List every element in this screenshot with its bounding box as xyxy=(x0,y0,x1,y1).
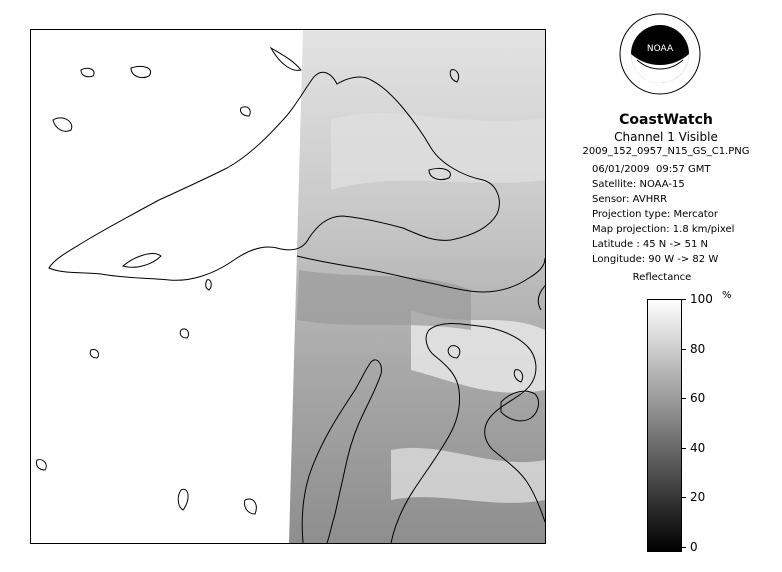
channel-label: Channel 1 Visible xyxy=(614,130,718,144)
legend-unit: % xyxy=(722,290,732,301)
colorbar-tick-label: 100 xyxy=(690,292,713,306)
small-lake-7 xyxy=(90,350,98,358)
product-title: CoastWatch xyxy=(619,112,713,128)
colorbar-tick-mark xyxy=(681,448,686,449)
small-lake-5 xyxy=(178,489,188,510)
colorbar-tick-mark xyxy=(681,349,686,350)
map-svg xyxy=(31,30,545,543)
projection-type-label: Projection type: Mercator xyxy=(592,209,718,220)
colorbar-tick-mark xyxy=(681,547,686,548)
cloud-band-north xyxy=(331,113,545,190)
colorbar-tick-label: 0 xyxy=(690,540,698,554)
noaa-logo xyxy=(619,13,701,95)
colorbar-tick-mark xyxy=(681,398,686,399)
latitude-range-label: Latitude : 45 N -> 51 N xyxy=(592,239,708,250)
colorbar-tick-label: 60 xyxy=(690,391,706,406)
small-lake-9 xyxy=(206,280,211,290)
reflectance-colorbar xyxy=(647,299,682,552)
apostle-islands xyxy=(271,48,301,70)
sensor-label: Sensor: AVHRR xyxy=(592,194,668,205)
small-lake-8 xyxy=(180,329,188,338)
colorbar-tick-label: 20 xyxy=(690,490,706,505)
nipigon-lake xyxy=(53,118,72,131)
legend-title: Reflectance xyxy=(632,272,692,283)
colorbar-tick-label: 40 xyxy=(690,440,706,455)
small-lake-10 xyxy=(36,460,46,470)
filename-label: 2009_152_0957_N15_GS_C1.PNG xyxy=(582,146,750,157)
time-label: 09:57 GMT xyxy=(656,164,711,175)
longitude-range-label: Longitude: 90 W -> 82 W xyxy=(592,254,719,265)
noaa-logo-text: NOAA xyxy=(646,44,674,54)
isle-royale xyxy=(123,254,161,268)
small-lake-11 xyxy=(240,107,250,116)
date-label: 06/01/2009 xyxy=(592,164,650,175)
small-lake-6 xyxy=(244,499,256,514)
satellite-label: Satellite: NOAA-15 xyxy=(592,179,685,190)
colorbar-tick-mark xyxy=(681,497,686,498)
small-lake-2 xyxy=(131,66,151,77)
colorbar-tick-mark xyxy=(681,299,686,300)
colorbar-tick-label: 80 xyxy=(690,341,706,356)
small-lake-1 xyxy=(81,68,94,76)
map-projection-label: Map projection: 1.8 km/pixel xyxy=(592,224,735,235)
satellite-map[interactable] xyxy=(30,29,546,544)
